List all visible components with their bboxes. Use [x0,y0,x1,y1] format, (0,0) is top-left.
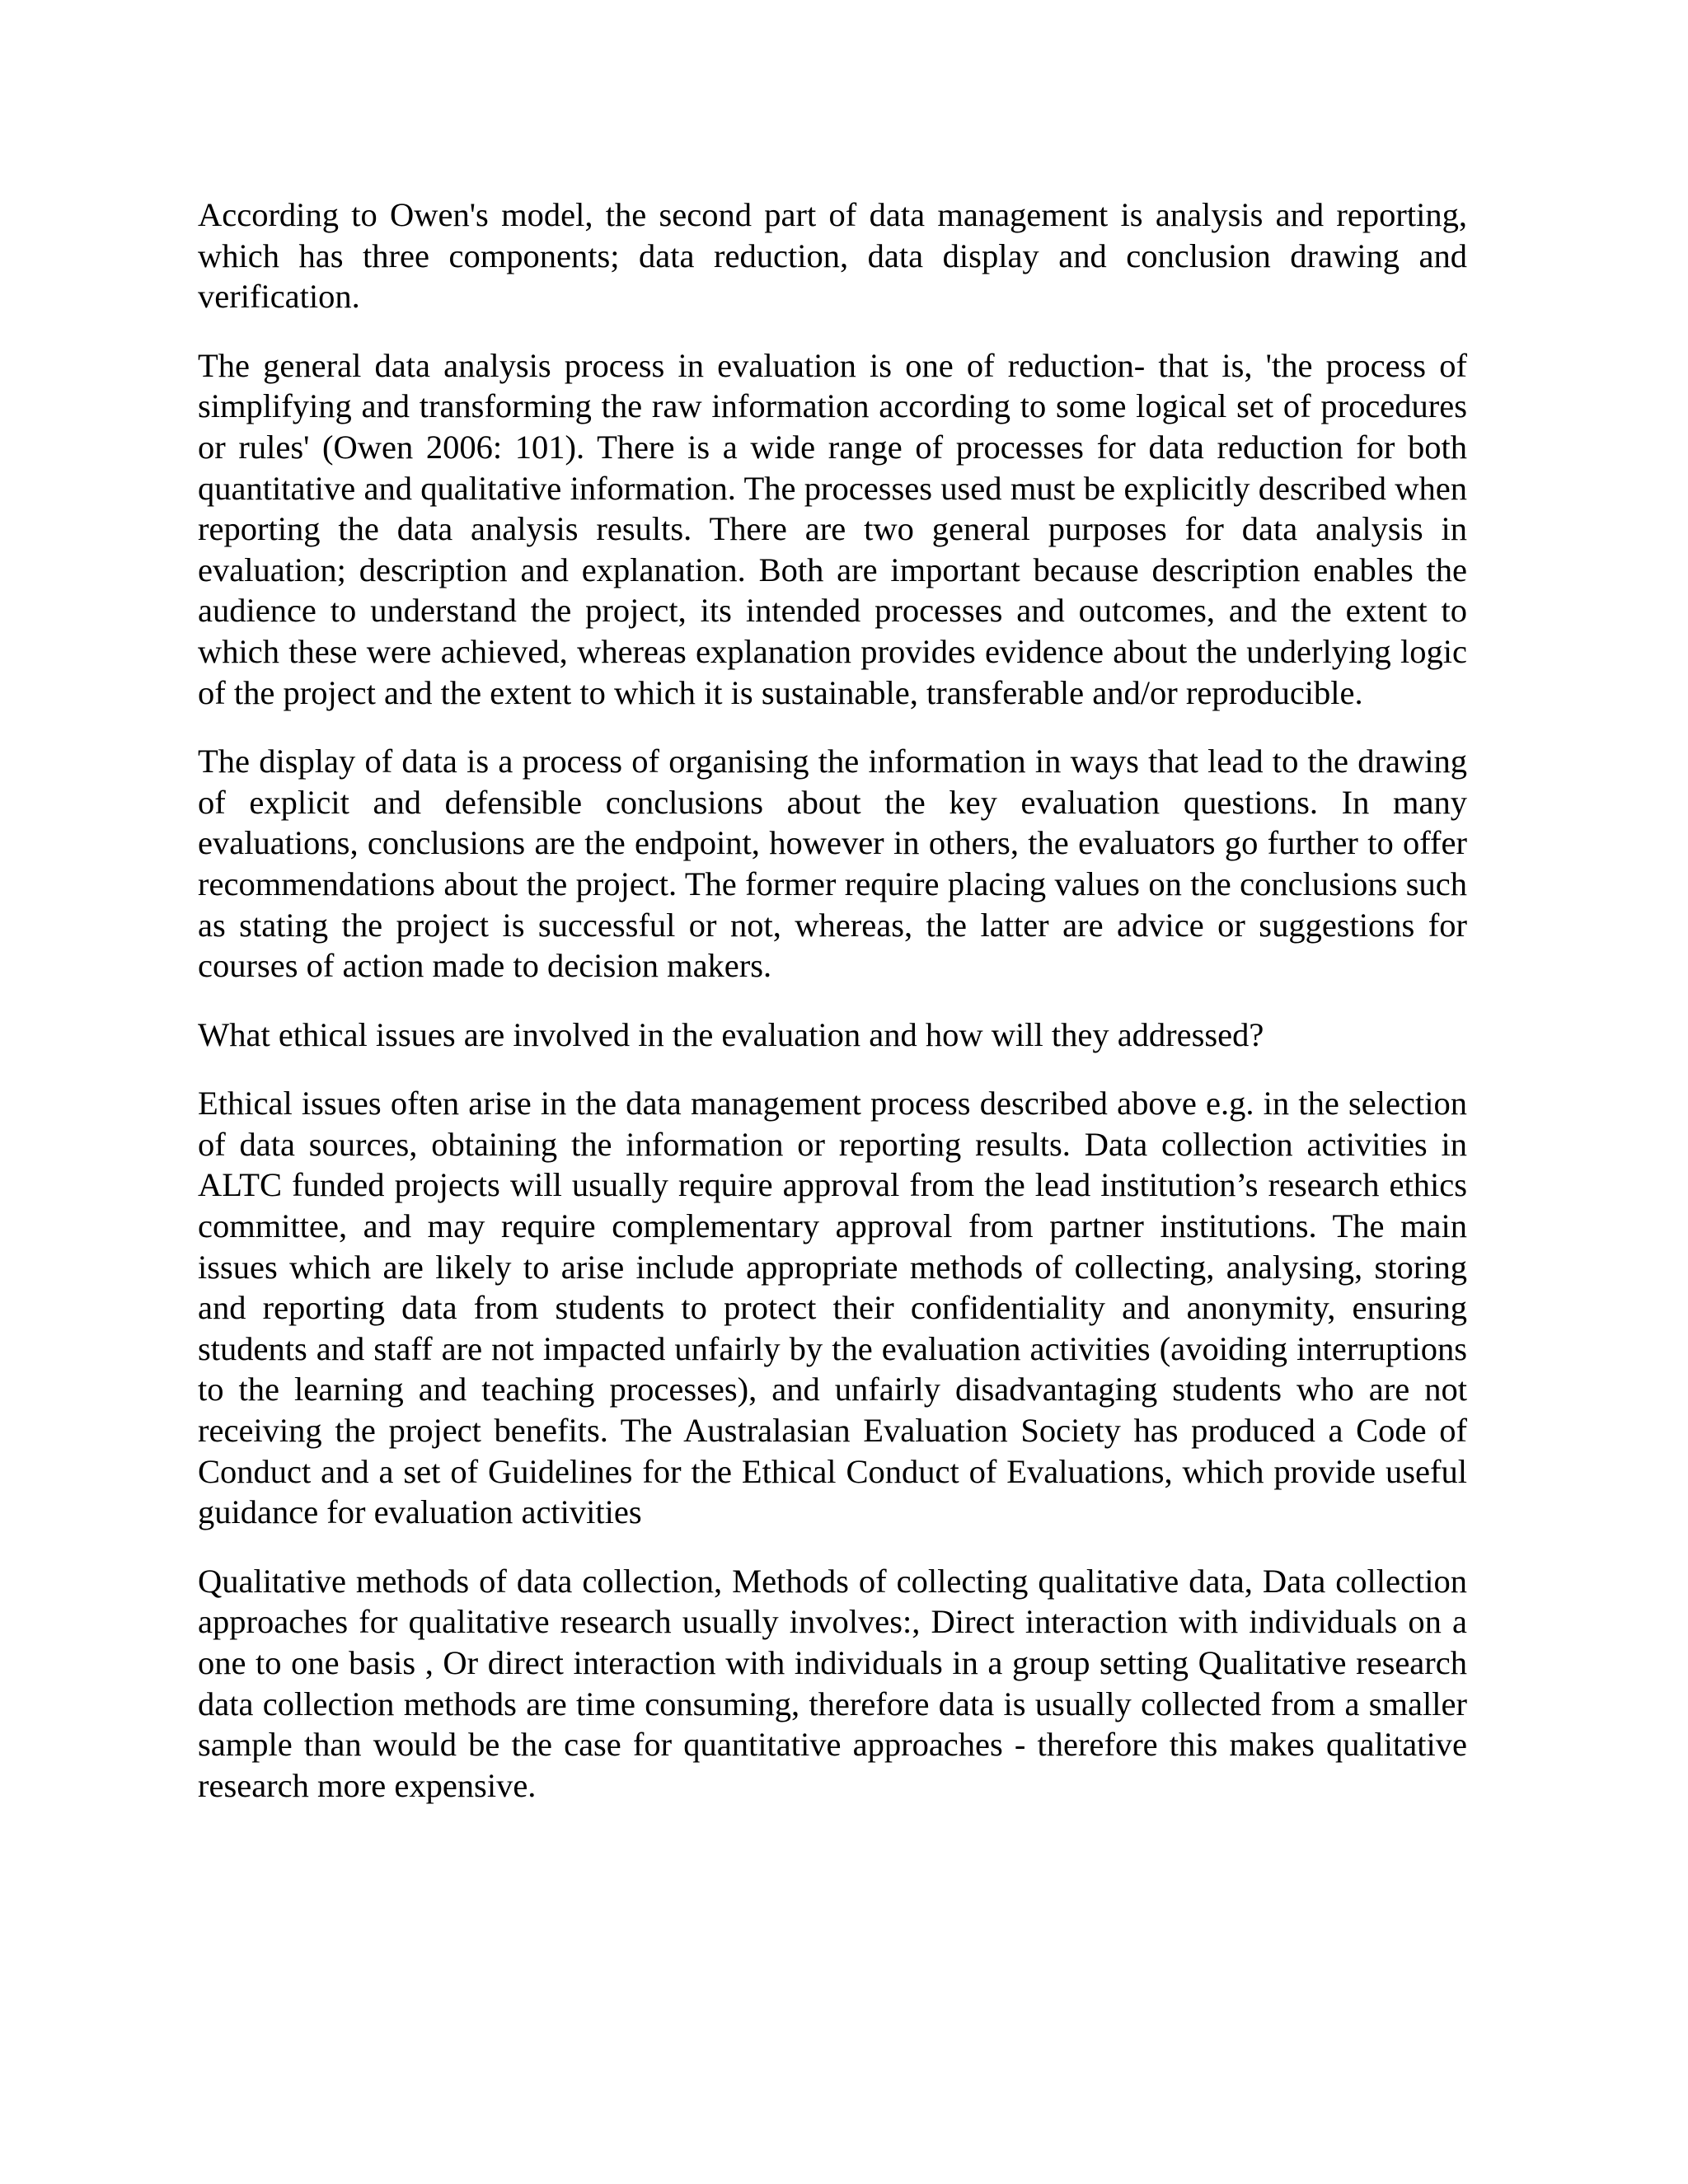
paragraph-data-display: The display of data is a process of organising the information in ways that lead to the drawing of explicit and defensible conclusions about the key evaluation questions. In many evaluations, conclusions are the endpoint, however in others, the evaluators go further to offer recommendations about the project. The former require placing values on the conclusions such as stating the project is successful or not, whereas, the latter are advice or suggestions for courses of action made to decision makers. [198,743,1467,985]
paragraph-owens-model: According to Owen's model, the second part of data management is analysis and reporting, which has three components; data reduction, data display and conclusion drawing and verification. [198,196,1467,316]
paragraph-ethical-question: What ethical issues are involved in the evaluation and how will they addressed? [198,1015,1264,1053]
paragraph-data-analysis-process: The general data analysis process in evaluation is one of reduction- that is, 'the process of simplifying and transforming the raw information according to some logical set of procedures or rules' (Owen 2006: 101). There is a wide range of processes for data reduction for both quantitative and qualitative information. The processes used must be explicitly described when reporting the data analysis results. There are two general purposes for data analysis in evaluation; description and explanation. Both are important because description enables the audience to understand the project, its intended processes and outcomes, and the extent to which these were achieved, whereas explanation provides evidence about the underlying logic of the project and the extent to which it is sustainable, transferable and/or reproducible. [198,346,1467,711]
body-text [198,194,1467,1834]
paragraph-qualitative-methods: Qualitative methods of data collection, Methods of collecting qualitative data, Data collection approaches for qualitative research usually involves:, Direct interaction with individuals on a one to one basis , Or direct interaction with individuals in a group setting Qualitative research data collection methods are time consuming, therefore data is usually collected from a smaller sample than would be the case for quantitative approaches - therefore this makes qualitative research more expensive. [198,1562,1467,1804]
paragraph-ethical-issues: Ethical issues often arise in the data management process described above e.g. in the selection of data sources, obtaining the information or reporting results. Data collection activities in ALTC funded projects will usually require approval from the lead institution’s research ethics committee, and may require complementary approval from partner institutions. The main issues which are likely to arise include appropriate methods of collecting, analysing, storing and reporting data from students to protect their confidentiality and anonymity, ensuring students and staff are not impacted unfairly by the evaluation activities (avoiding interruptions to the learning and teaching processes), and unfairly disadvantaging students who are not receiving the project benefits. The Australasian Evaluation Society has produced a Code of Conduct and a set of Guidelines for the Ethical Conduct of Evaluations, which provide useful guidance for evaluation activities [198,1085,1467,1531]
